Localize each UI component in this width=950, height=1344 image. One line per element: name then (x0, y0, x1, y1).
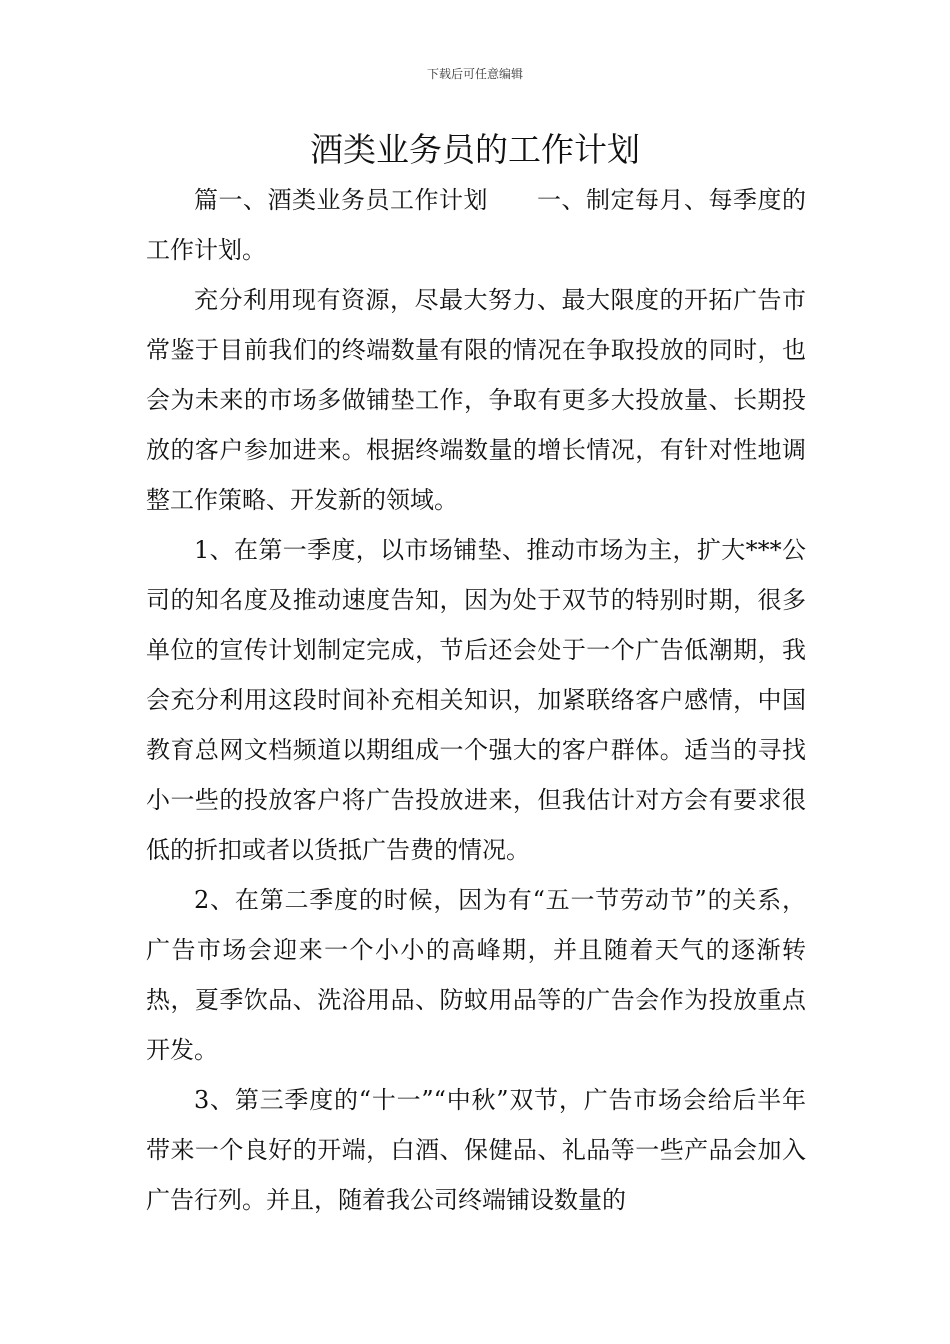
paragraph-5: 3、第三季度的“十一”“中秋”双节，广告市场会给后半年带来一个良好的开端，白酒、保健品、礼品等一些产品会加入广告行列。并且，随着我公司终端铺设数量的 (146, 1086, 806, 1214)
paragraph-2: 充分利用现有资源，尽最大努力、最大限度的开拓广告市常鉴于目前我们的终端数量有限的情况在争取投放的同时，也会为未来的市场多做铺垫工作，争取有更多大投放量、长期投放的客户参加进来。根据终端数量的增长情况，有针对性地调整工作策略、开发新的领域。 (146, 286, 806, 514)
page-header-note: 下载后可任意编辑 (426, 67, 523, 81)
document-body (146, 175, 806, 1225)
paragraph-1: 篇一、酒类业务员工作计划 一、制定每月、每季度的工作计划。 (146, 186, 806, 264)
paragraph-4: 2、在第二季度的时候，因为有“五一节劳动节”的关系，广告市场会迎来一个小小的高峰期，并且随着天气的逐渐转热，夏季饮品、洗浴用品、防蚊用品等的广告会作为投放重点开发。 (146, 886, 806, 1064)
paragraph-3: 1、在第一季度，以市场铺垫、推动市场为主，扩大***公司的知名度及推动速度告知，因为处于双节的特别时期，很多单位的宣传计划制定完成，节后还会处于一个广告低潮期，我会充分利用这段时间补充相关知识，加紧联络客户感情，中国教育总网文档频道以期组成一个强大的客户群体。适当的寻找小一些的投放客户将广告投放进来，但我估计对方会有要求很低的折扣或者以货抵广告费的情况。 (146, 536, 806, 864)
document-title: 酒类业务员的工作计划 (310, 130, 640, 169)
